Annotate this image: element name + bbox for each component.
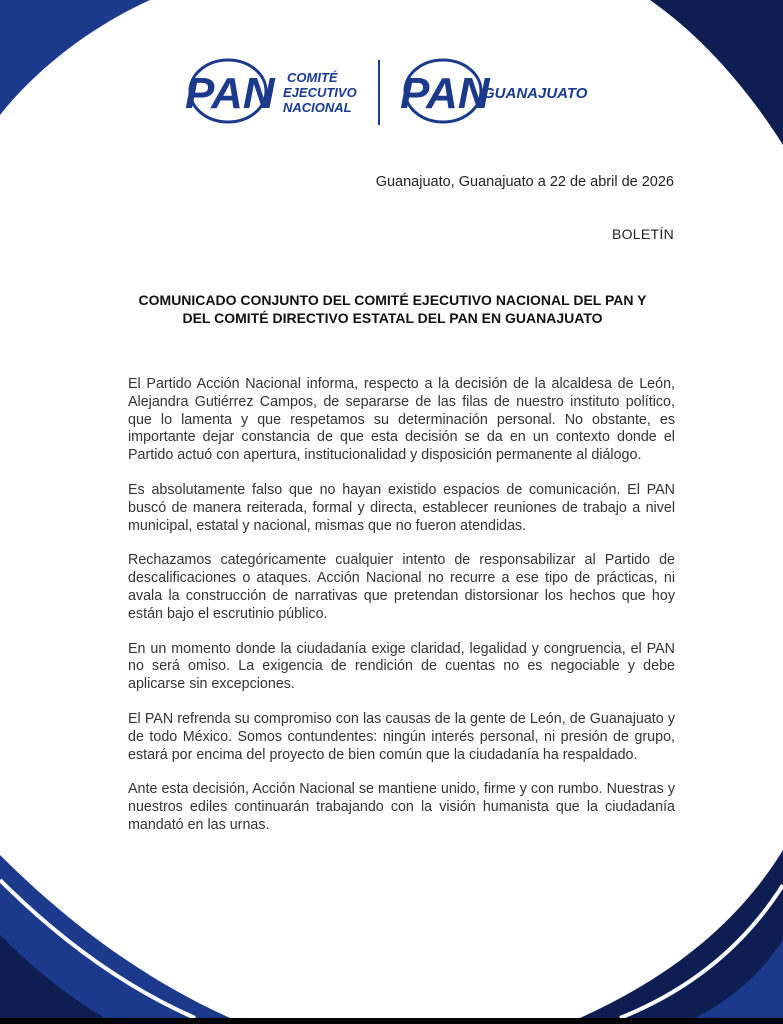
pan-header-logo — [183, 55, 603, 135]
paragraph-3: Rechazamos categóricamente cualquier intento de responsabilizar al Partido de descalificaciones o ataques. Acción Nacional no recurre a ese tipo de prácticas, ni avala la construcción de narrativas que pretendan distorsionar los hechos que hoy están bajo el escrutinio público. — [128, 552, 675, 622]
corner-top-left — [0, 0, 150, 115]
corner-top-right — [650, 0, 783, 145]
logo-left-sub-2: EJECUTIVO — [283, 85, 357, 100]
title-line-2: DEL COMITÉ DIRECTIVO ESTATAL DEL PAN EN GUANAJUATO — [182, 310, 603, 326]
bulletin-label: BOLETÍN — [611, 226, 674, 242]
document-body — [128, 376, 675, 852]
paragraph-5: El PAN refrenda su compromiso con las causas de la gente de León, de Guanajuato y de todo México. Somos contundentes: ningún interés personal, ni presión de grupo, estará por encima del proyecto de bien común que la ciudadanía ha respaldado. — [128, 710, 675, 763]
date-line: Guanajuato, Guanajuato a 22 de abril de 2026 — [375, 174, 674, 190]
logo-right-sub: GUANAJUATO — [483, 85, 588, 102]
logo-left-mark: PAN — [185, 69, 275, 118]
title-line-1: COMUNICADO CONJUNTO DEL COMITÉ EJECUTIVO NACIONAL DEL PAN Y — [138, 292, 647, 308]
logo-right-mark: PAN — [400, 69, 490, 118]
paragraph-2: Es absolutamente falso que no hayan existido espacios de comunicación. El PAN buscó de manera reiterada, formal y directa, establecer reuniones de trabajo a nivel municipal, estatal y nacional, mismas que no fueron atendidas. — [128, 481, 675, 534]
paragraph-4: En un momento donde la ciudadanía exige claridad, legalidad y congruencia, el PAN no será omiso. La exigencia de rendición de cuentas no es negociable y debe aplicarse sin excepciones. — [128, 640, 675, 693]
paragraph-6: Ante esta decisión, Acción Nacional se mantiene unido, firme y con rumbo. Nuestras y nuestros ediles continuarán trabajando con la visión humanista que la ciudadanía mandató en las urnas. — [128, 781, 675, 833]
document-title — [112, 291, 673, 327]
logo-left-sub-3: NACIONAL — [283, 100, 352, 115]
paragraph-1: El Partido Acción Nacional informa, respecto a la decisión de la alcaldesa de León, Alejandra Gutiérrez Campos, de separarse de las filas de nuestro instituto político, que lo lamenta y que respetamos su determinación personal. No obstante, es importante dejar constancia de que esta decisión se da en un contexto donde el Partido actuó con apertura, institucionalidad y disposición permanente al diálogo. — [128, 376, 675, 464]
logo-left-sub-1: COMITÉ — [287, 70, 338, 85]
logo-divider — [378, 60, 380, 125]
